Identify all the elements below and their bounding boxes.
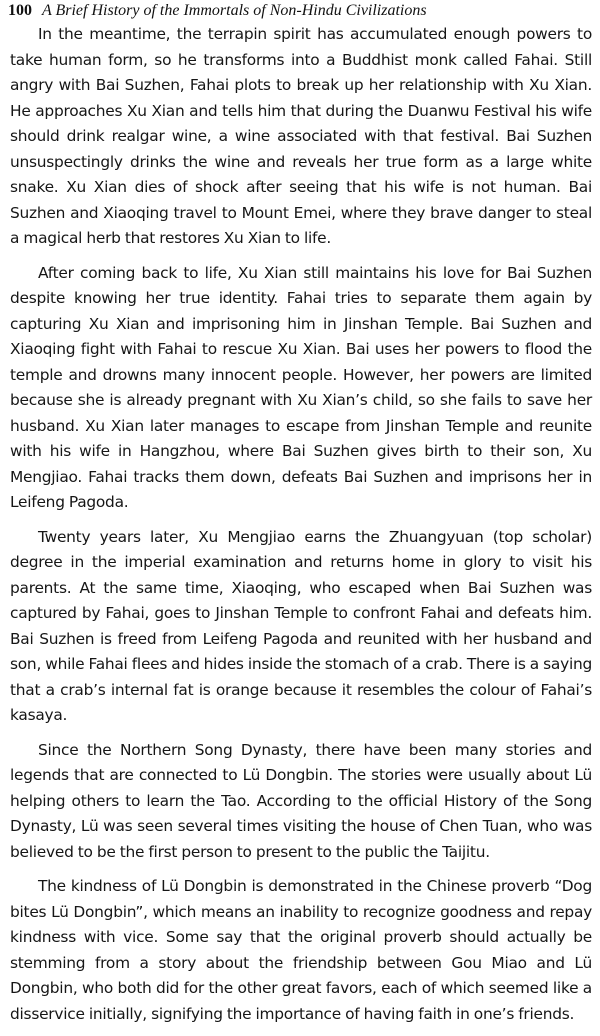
paragraph-4: Since the Northern Song Dynasty, there have been many stories and legends that are connected to Lü Dongbin. The stories were usually about Lü helping others to learn the Tao. According to the official History of the Song Dynasty, Lü was seen several times visiting the house of Chen Tuan, who was believed to be the first person to present to the public the Taijitu. <box>10 740 592 861</box>
paragraph-2: After coming back to life, Xu Xian still maintains his love for Bai Suzhen despite knowing her true identity. Fahai tries to separate them again by capturing Xu Xian and imprisoning him in Jinshan Temple. Bai Suzhen and Xiaoqing fight with Fahai to rescue Xu Xian. Bai uses her powers to flood the temple and drowns many innocent people. However, her powers are limited because she is already pregnant with Xu Xian’s child, so she fails to save her husband. Xu Xian later manages to escape from Jinshan Temple and reunite with his wife in Hangzhou, where Bai Suzhen gives birth to their son, Xu Mengjiao. Fahai tracks them down, defeats Bai Suzhen and imprisons her in Leifeng Pagoda. <box>10 263 592 511</box>
running-title: A Brief History of the Immortals of Non-Hindu Civilizations <box>42 2 427 19</box>
paragraph-3: Twenty years later, Xu Mengjiao earns the Zhuangyuan (top scholar) degree in the imperial examination and returns home in glory to visit his parents. At the same time, Xiaoqing, who escaped when Bai Suzhen was captured by Fahai, goes to Jinshan Temple to confront Fahai and defeats him. Bai Suzhen is freed from Leifeng Pagoda and reunited with her husband and son, while Fahai flees and hides inside the stomach of a crab. There is a saying that a crab’s internal fat is orange because it resembles the colour of Fahai’s kasaya. <box>10 527 592 724</box>
running-head <box>8 1 427 21</box>
body-text <box>10 22 592 1036</box>
page-number: 100 <box>8 2 32 19</box>
paragraph-5: The kindness of Lü Dongbin is demonstrated in the Chinese proverb “Dog bites Lü Dongbin”, which means an inability to recognize goodness and repay kindness with vice. Some say that the original proverb should actually be stemming from a story about the friendship between Gou Miao and Lü Dongbin, who both did for the other great favors, each of which seemed like a disservice initially, signifying the importance of having faith in one’s friends. <box>10 877 592 1023</box>
paragraph-1: In the meantime, the terrapin spirit has accumulated enough powers to take human form, so he transforms into a Buddhist monk called Fahai. Still angry with Bai Suzhen, Fahai plots to break up her relationship with Xu Xian. He approaches Xu Xian and tells him that during the Duanwu Festival his wife should drink realgar wine, a wine associated with that festival. Bai Suzhen unsuspectingly drinks the wine and reveals her true form as a large white snake. Xu Xian dies of shock after seeing that his wife is not human. Bai Suzhen and Xiaoqing travel to Mount Emei, where they brave danger to steal a magical herb that restores Xu Xian to life. <box>10 25 592 247</box>
